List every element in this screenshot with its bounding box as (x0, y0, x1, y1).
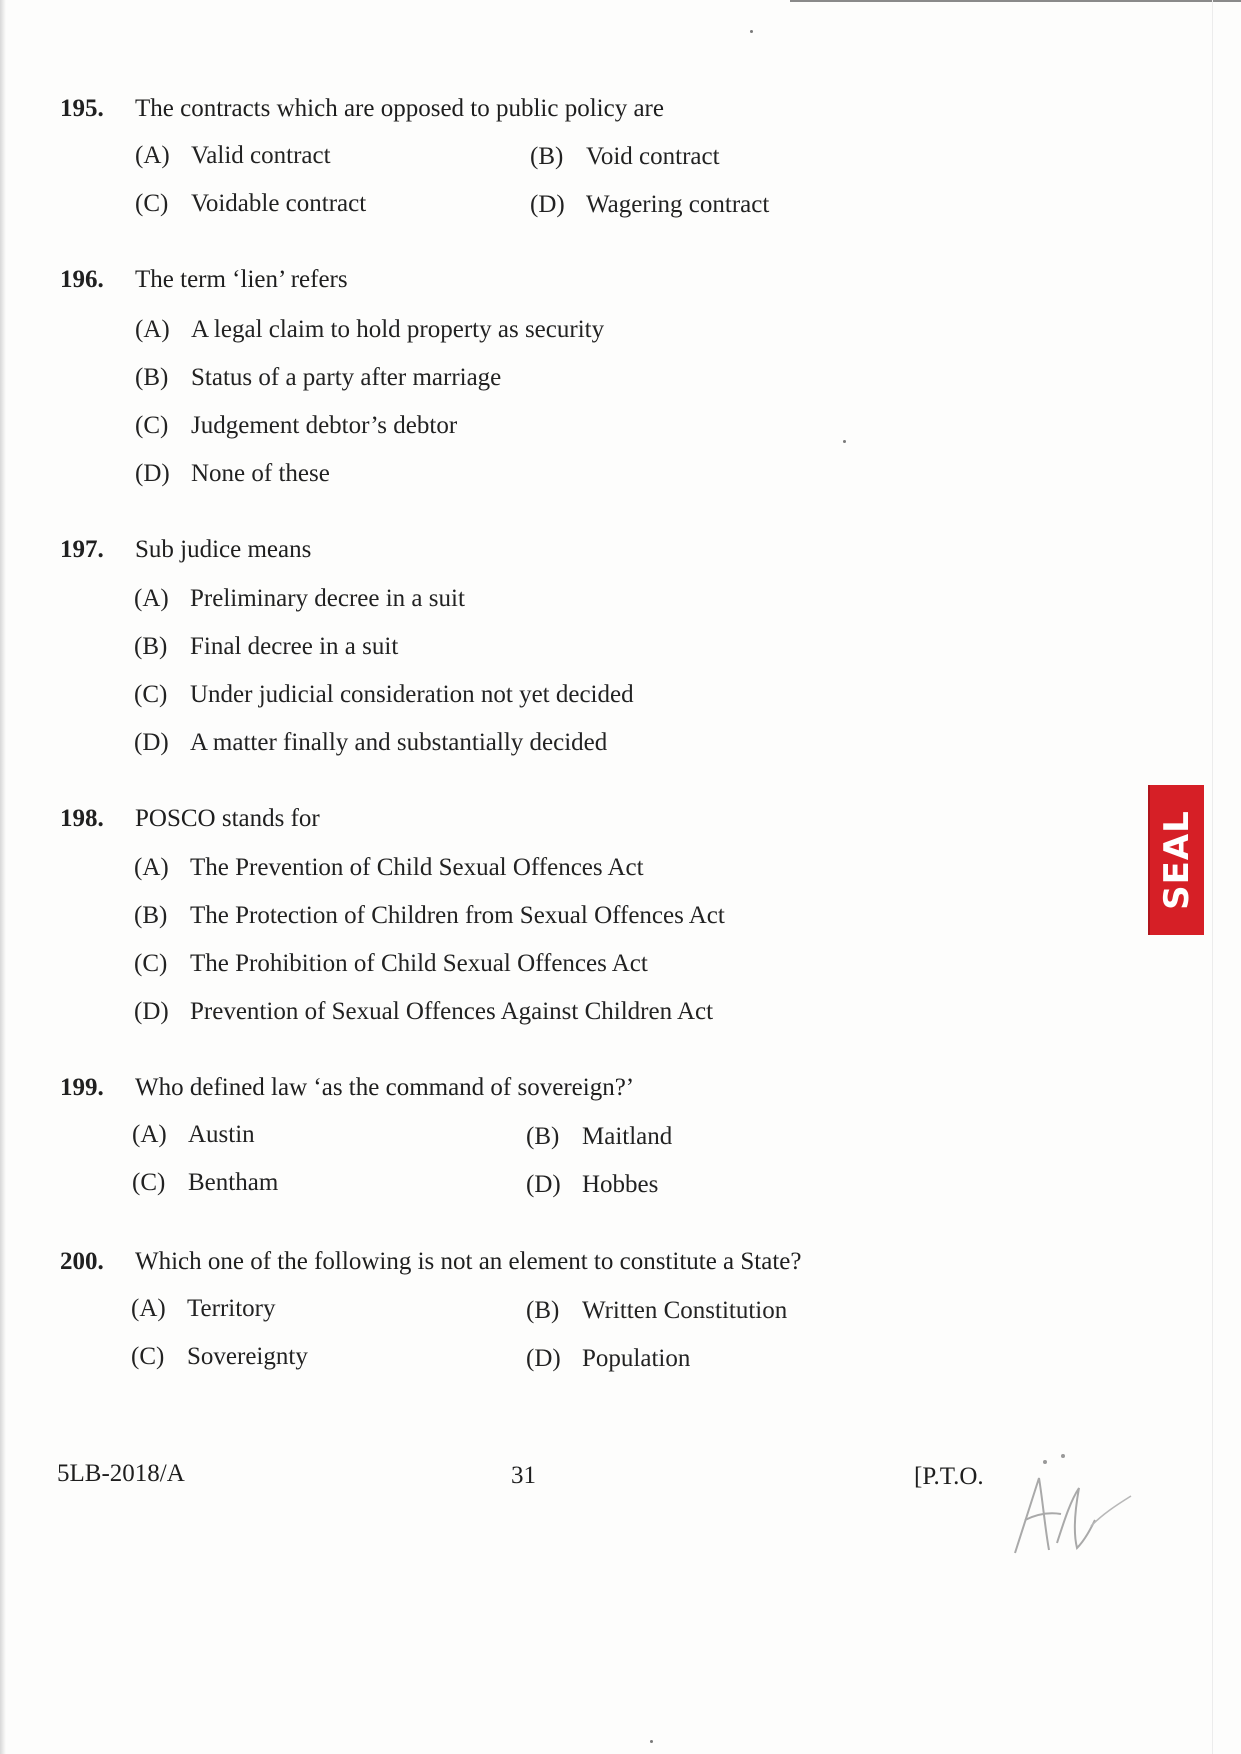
scan-edge-shadow (0, 0, 6, 1754)
option-text: Wagering contract (586, 191, 770, 218)
option-c (132, 1169, 278, 1197)
option-c (134, 950, 648, 978)
option-letter: (C) (131, 1343, 165, 1370)
option-letter: (A) (134, 854, 169, 881)
option-letter: (B) (134, 902, 168, 929)
question-text: Which one of the following is not an element to constitute a State? (135, 1248, 802, 1275)
option-letter: (B) (526, 1297, 560, 1324)
option-text: Preliminary decree in a suit (190, 585, 465, 612)
option-letter: (D) (134, 998, 169, 1025)
option-letter: (A) (131, 1295, 166, 1322)
option-text: Judgement debtor’s debtor (191, 412, 458, 439)
option-letter: (A) (132, 1121, 167, 1148)
option-c (135, 190, 366, 218)
option-text: Bentham (188, 1169, 279, 1196)
scan-speck (750, 30, 753, 33)
seal-tab (1150, 785, 1204, 935)
option-text: Valid contract (191, 142, 331, 169)
option-letter: (C) (134, 950, 168, 977)
option-a (135, 142, 331, 170)
question-number: 195. (60, 95, 104, 122)
option-b (526, 1123, 672, 1151)
option-d (135, 460, 330, 488)
option-text: Maitland (582, 1123, 673, 1150)
option-text: A matter finally and substantially decided (190, 729, 608, 756)
option-c (131, 1343, 308, 1371)
option-text: Final decree in a suit (190, 633, 399, 660)
option-text: Voidable contract (191, 190, 367, 217)
option-b (530, 143, 720, 171)
option-letter: (A) (135, 142, 170, 169)
option-a (131, 1295, 276, 1323)
option-text: Sovereignty (187, 1343, 308, 1370)
option-letter: (B) (134, 633, 168, 660)
option-b (134, 902, 725, 930)
scan-edge-line (790, 0, 1241, 2)
option-d (134, 998, 713, 1026)
seal-label: SEAL (1157, 810, 1197, 910)
option-b (135, 364, 501, 392)
option-text: A legal claim to hold property as security (191, 316, 605, 343)
option-text: Prevention of Sexual Offences Against Children Act (190, 998, 714, 1025)
option-letter: (B) (530, 143, 564, 170)
question-number: 198. (60, 805, 104, 832)
option-text: Void contract (586, 143, 720, 170)
option-letter: (B) (135, 364, 169, 391)
option-letter: (C) (132, 1169, 166, 1196)
booklet-code: 5LB-2018/A (57, 1460, 185, 1487)
option-letter: (C) (135, 412, 169, 439)
question-number: 199. (60, 1074, 104, 1101)
question-text: The term ‘lien’ refers (135, 266, 348, 293)
signature-icon (1005, 1448, 1135, 1568)
page-number: 31 (511, 1462, 536, 1489)
option-letter: (D) (526, 1171, 561, 1198)
option-c (134, 681, 634, 709)
question-text: Who defined law ‘as the command of sovereign?’ (135, 1074, 635, 1101)
option-text: Territory (187, 1295, 276, 1322)
question-text: POSCO stands for (135, 805, 320, 832)
option-letter: (D) (135, 460, 170, 487)
option-text: Population (582, 1345, 691, 1372)
option-text: Written Constitution (582, 1297, 788, 1324)
option-d (526, 1171, 658, 1199)
option-letter: (D) (526, 1345, 561, 1372)
option-d (526, 1345, 690, 1373)
option-text: Under judicial consideration not yet decided (190, 681, 634, 708)
question-number: 200. (60, 1248, 104, 1275)
option-letter: (B) (526, 1123, 560, 1150)
scan-speck (650, 1740, 653, 1743)
option-a (134, 585, 465, 613)
option-text: The Protection of Children from Sexual Offences Act (190, 902, 725, 929)
scan-speck (843, 440, 846, 443)
please-turn-over: [P.T.O. (914, 1463, 984, 1490)
option-letter: (C) (135, 190, 169, 217)
question-number: 196. (60, 266, 104, 293)
option-b (526, 1297, 787, 1325)
option-letter: (D) (134, 729, 169, 756)
option-letter: (A) (134, 585, 169, 612)
option-letter: (C) (134, 681, 168, 708)
question-number: 197. (60, 536, 104, 563)
option-text: Hobbes (582, 1171, 659, 1198)
question-text: The contracts which are opposed to public policy are (135, 95, 664, 122)
option-a (134, 854, 644, 882)
option-a (132, 1121, 255, 1149)
option-text: Status of a party after marriage (191, 364, 502, 391)
option-b (134, 633, 398, 661)
option-d (134, 729, 607, 757)
scan-crease-line (1212, 0, 1213, 1754)
option-text: The Prevention of Child Sexual Offences Act (190, 854, 644, 881)
question-text: Sub judice means (135, 536, 312, 563)
option-a (135, 316, 604, 344)
option-text: None of these (191, 460, 330, 487)
option-letter: (D) (530, 191, 565, 218)
option-letter: (A) (135, 316, 170, 343)
option-c (135, 412, 457, 440)
option-text: The Prohibition of Child Sexual Offences Act (190, 950, 648, 977)
option-text: Austin (188, 1121, 255, 1148)
option-d (530, 191, 769, 219)
